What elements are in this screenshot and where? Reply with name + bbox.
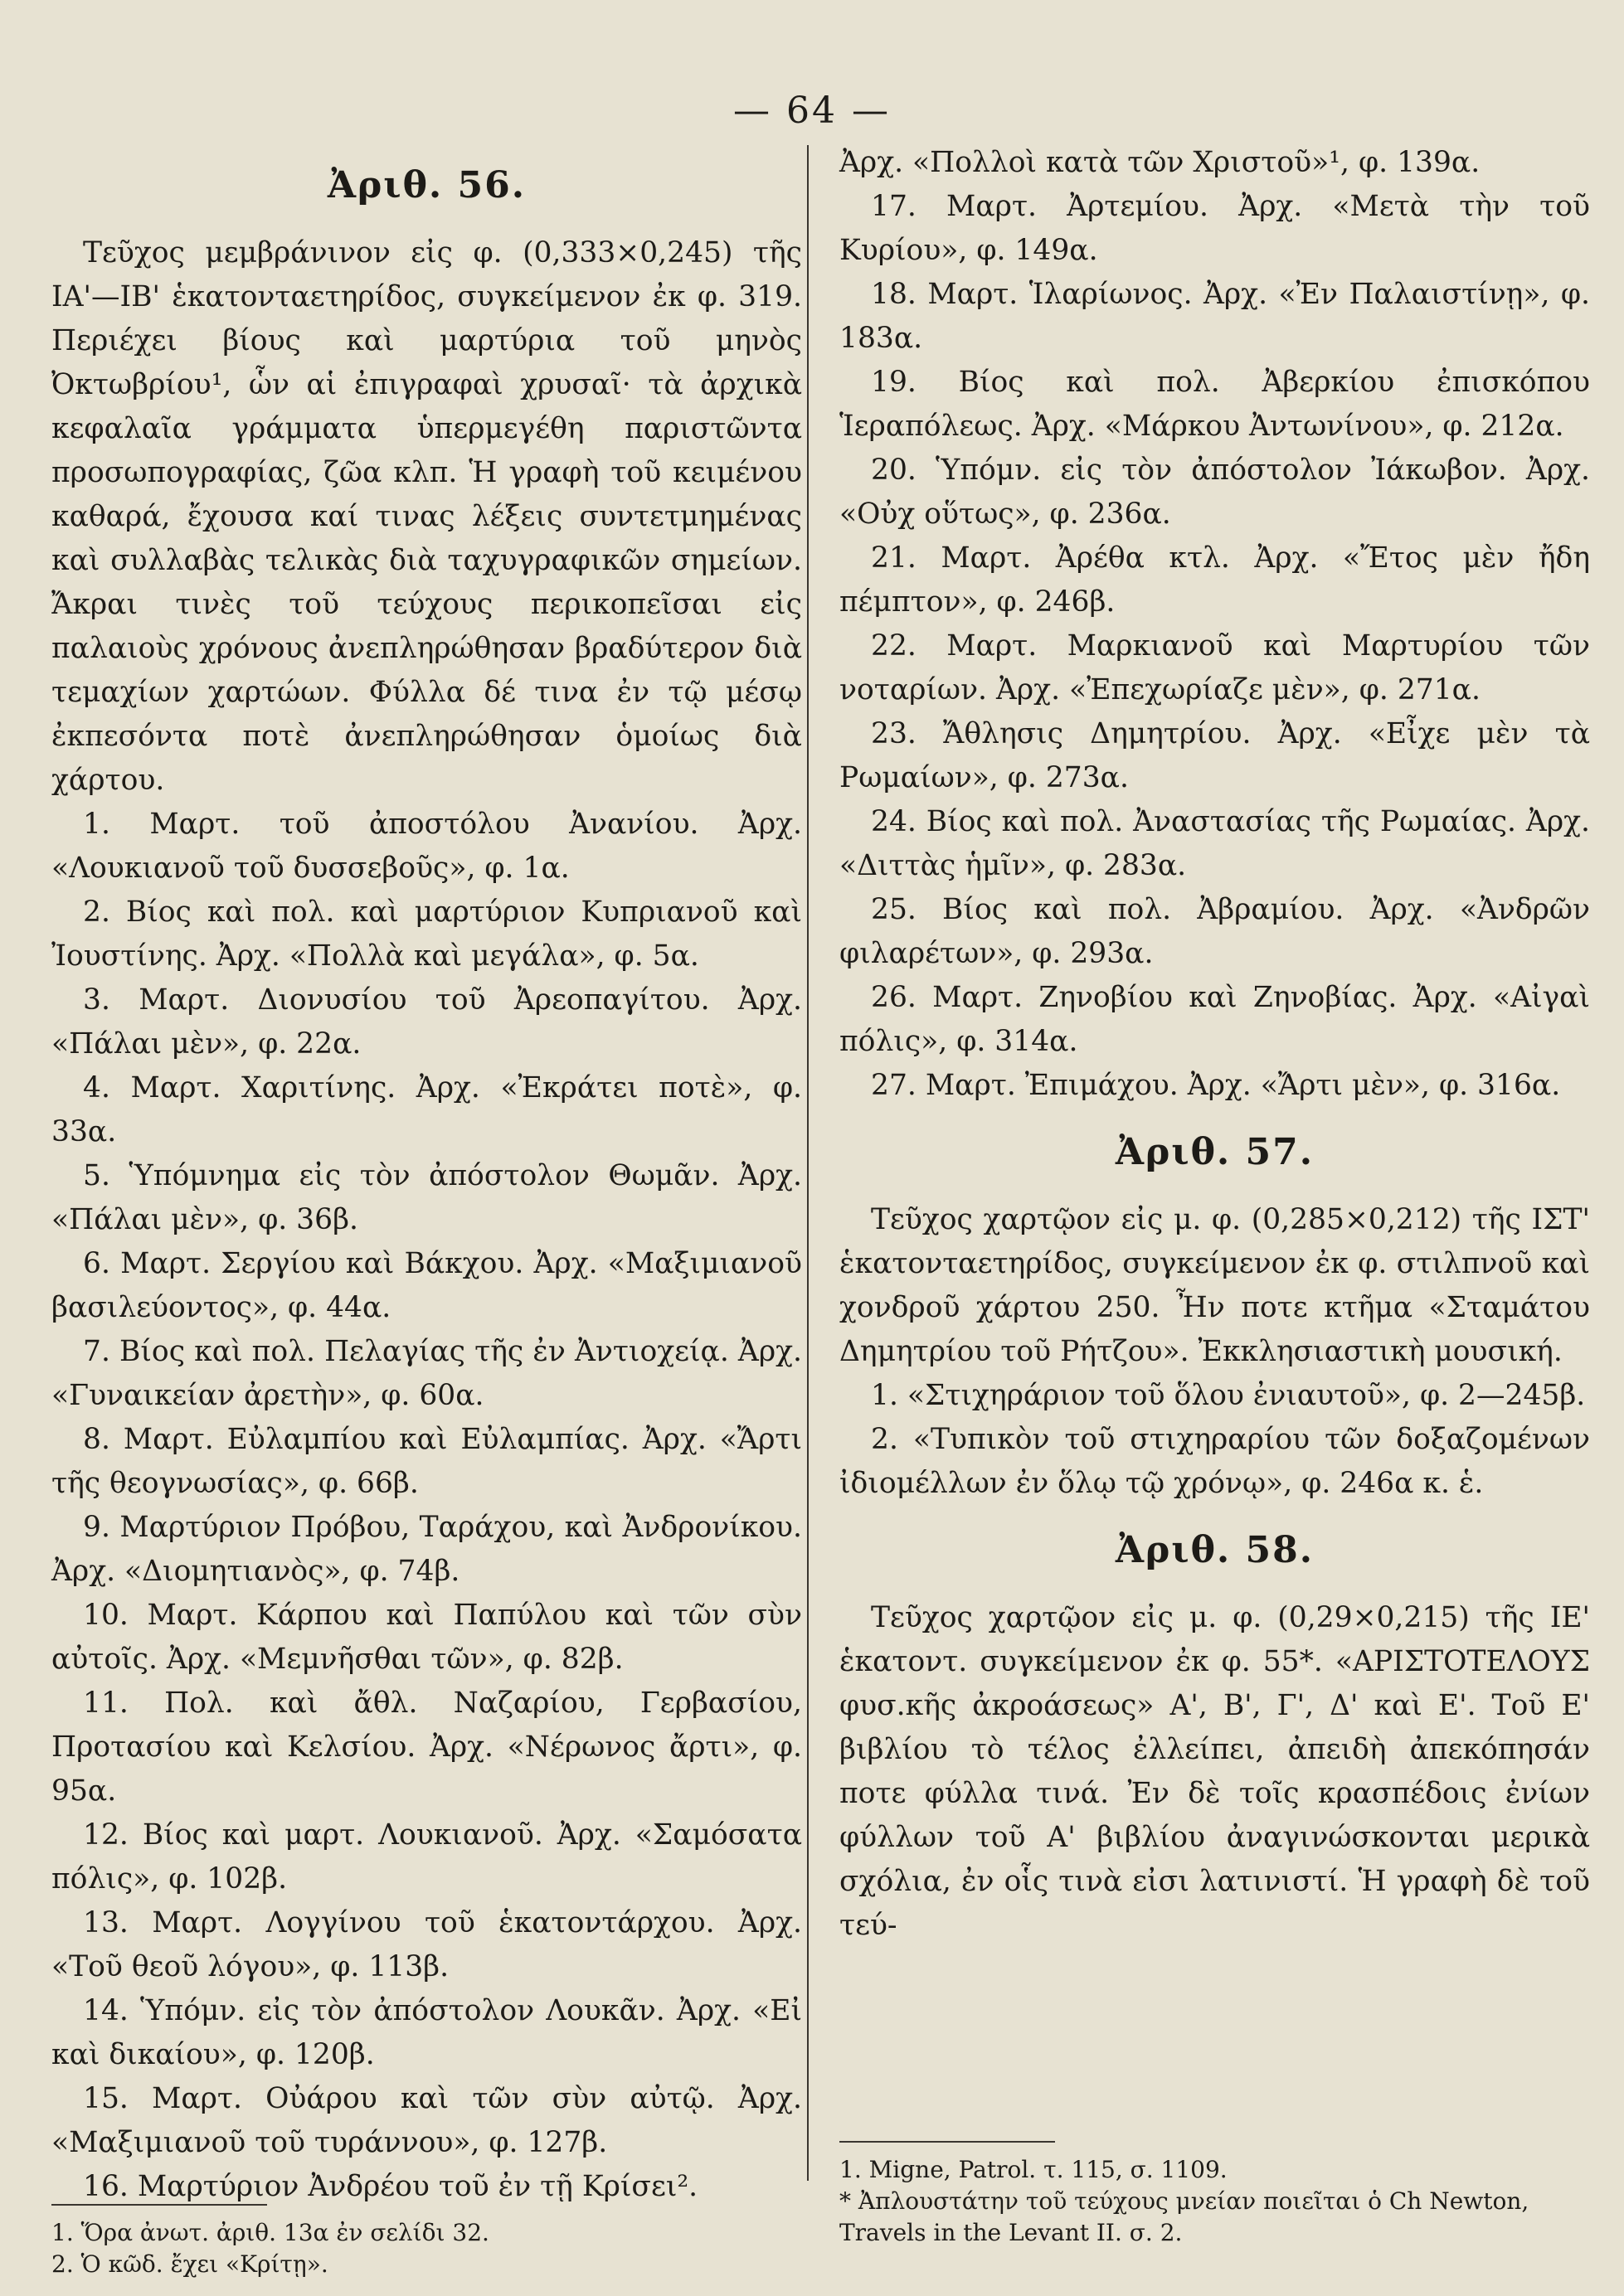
manuscript-description-57: Τεῦχος χαρτῷον εἰς μ. φ. (0,285×0,212) τῆς ΙΣΤ' ἑκατονταετηρίδος, συγκείμενον ἐκ φ. στιλπνοῦ καὶ χονδροῦ χάρτου 250. Ἦν ποτε κτῆμα «Σταμάτου Δημητρίου τοῦ Ρήτζου». Ἐκκλησιαστικὴ μουσική. xyxy=(839,1203,1590,1368)
footnote: * Ἀπλουστάτην τοῦ τεύχους μνείαν ποιεῖται ὁ Ch Newton, Travels in the Levant II. σ. 2. xyxy=(839,2187,1529,2246)
list-item: 6. Μαρτ. Σεργίου καὶ Βάκχου. Ἀρχ. «Μαξιμιανοῦ βασιλεύοντος», φ. 44α. xyxy=(51,1247,802,1324)
list-item: 1. Μαρτ. τοῦ ἀποστόλου Ἀνανίου. Ἀρχ. «Λουκιανοῦ τοῦ δυσσεβοῦς», φ. 1α. xyxy=(51,808,802,885)
list-item: 2. «Τυπικὸν τοῦ στιχηραρίου τῶν δοξαζομένων ἰδιομέλλων ἐν ὅλῳ τῷ χρόνῳ», φ. 246α κ. ἑ. xyxy=(839,1423,1590,1500)
footnote: 1. Migne, Patrol. τ. 115, σ. 1109. xyxy=(839,2156,1228,2183)
list-item: 10. Μαρτ. Κάρπου καὶ Παπύλου καὶ τῶν σὺν αὐτοῖς. Ἀρχ. «Μεμνῆσθαι τῶν», φ. 82β. xyxy=(51,1599,802,1676)
list-item: 22. Μαρτ. Μαρκιανοῦ καὶ Μαρτυρίου τῶν νοταρίων. Ἀρχ. «Ἐπεχωρίαζε μὲν», φ. 271α. xyxy=(839,629,1590,706)
list-item: 12. Βίος καὶ μαρτ. Λουκιανοῦ. Ἀρχ. «Σαμόσατα πόλις», φ. 102β. xyxy=(51,1818,802,1896)
right-column xyxy=(839,141,1590,1948)
entry-heading-58: Ἀριθ. 58. xyxy=(1115,1529,1315,1571)
footnote-rule xyxy=(839,2141,1055,2143)
list-item: 14. Ὑπόμν. εἰς τὸν ἀπόστολον Λουκᾶν. Ἀρχ. «Εἰ καὶ δικαίου», φ. 120β. xyxy=(51,1994,802,2071)
list-item: 18. Μαρτ. Ἱλαρίωνος. Ἀρχ. «Ἐν Παλαιστίνῃ», φ. 183α. xyxy=(839,278,1590,355)
left-column xyxy=(51,141,802,2209)
list-item: 9. Μαρτύριον Πρόβου, Ταράχου, καὶ Ἀνδρονίκου. Ἀρχ. «Διομητιανὸς», φ. 74β. xyxy=(51,1511,802,1588)
manuscript-description-58: Τεῦχος χαρτῷον εἰς μ. φ. (0,29×0,215) τῆς ΙΕ' ἑκατοντ. συγκείμενον ἐκ φ. 55*. «ΑΡΙΣΤΟΤΕΛΟΥΣ φυσ.κῆς ἀκροάσεως» Α', Β', Γ', Δ' καὶ Ε'. Τοῦ Ε' βιβλίου τὸ τέλος ἐλλείπει, ἀπειδὴ ἀπεκόπησάν ποτε φύλλα τινά. Ἐν δὲ τοῖς κρασπέδοις ἐνίων φύλλων τοῦ Α' βιβλίου ἀναγινώσκονται μερικὰ σχόλια, ἐν οἷς τινὰ εἰσι λατινιστί. Ἡ γραφὴ δὲ τοῦ τεύ- xyxy=(839,1601,1590,1942)
list-item: 2. Βίος καὶ πολ. καὶ μαρτύριον Κυπριανοῦ καὶ Ἰουστίνης. Ἀρχ. «Πολλὰ καὶ μεγάλα», φ. 5α. xyxy=(51,896,802,973)
footnote: 1. Ὅρα ἀνωτ. ἀριθ. 13α ἐν σελίδι 32. xyxy=(51,2219,489,2246)
left-footnotes xyxy=(51,2204,802,2280)
list-item: 4. Μαρτ. Χαριτίνης. Ἀρχ. «Ἐκράτει ποτὲ», φ. 33α. xyxy=(51,1071,802,1148)
list-item: 26. Μαρτ. Ζηνοβίου καὶ Ζηνοβίας. Ἀρχ. «Αἰγαὶ πόλις», φ. 314α. xyxy=(839,981,1590,1058)
list-item: 16. Μαρτύριον Ἀνδρέου τοῦ ἐν τῇ Κρίσει². xyxy=(83,2170,698,2203)
list-item: 24. Βίος καὶ πολ. Ἀναστασίας τῆς Ρωμαίας. Ἀρχ. «Διττὰς ἡμῖν», φ. 283α. xyxy=(839,805,1590,882)
list-item: 25. Βίος καὶ πολ. Ἀβραμίου. Ἀρχ. «Ἀνδρῶν φιλαρέτων», φ. 293α. xyxy=(839,893,1590,970)
list-item: 8. Μαρτ. Εὐλαμπίου καὶ Εὐλαμπίας. Ἀρχ. «Ἄρτι τῆς θεογνωσίας», φ. 66β. xyxy=(51,1423,802,1500)
entry-heading-56: Ἀριθ. 56. xyxy=(327,164,527,206)
list-item: 1. «Στιχηράριον τοῦ ὅλου ἐνιαυτοῦ», φ. 2—245β. xyxy=(871,1379,1586,1412)
list-item: 5. Ὑπόμνημα εἰς τὸν ἀπόστολον Θωμᾶν. Ἀρχ. «Πάλαι μὲν», φ. 36β. xyxy=(51,1159,802,1236)
column-divider xyxy=(807,145,809,2181)
list-item: 27. Μαρτ. Ἐπιμάχου. Ἀρχ. «Ἄρτι μὲν», φ. 316α. xyxy=(871,1069,1561,1102)
list-item: 20. Ὑπόμν. εἰς τὸν ἀπόστολον Ἰάκωβον. Ἀρχ. «Οὐχ οὕτως», φ. 236α. xyxy=(839,454,1590,531)
list-item: 15. Μαρτ. Οὐάρου καὶ τῶν σὺν αὐτῷ. Ἀρχ. «Μαξιμιανοῦ τοῦ τυράννου», φ. 127β. xyxy=(51,2082,802,2159)
list-item: 7. Βίος καὶ πολ. Πελαγίας τῆς ἐν Ἀντιοχείᾳ. Ἀρχ. «Γυναικείαν ἀρετὴν», φ. 60α. xyxy=(51,1335,802,1412)
right-footnotes xyxy=(839,2141,1590,2249)
list-item: 23. Ἄθλησις Δημητρίου. Ἀρχ. «Εἶχε μὲν τὰ Ρωμαίων», φ. 273α. xyxy=(839,717,1590,794)
list-item: 3. Μαρτ. Διονυσίου τοῦ Ἀρεοπαγίτου. Ἀρχ. «Πάλαι μὲν», φ. 22α. xyxy=(51,983,802,1061)
list-item: 13. Μαρτ. Λογγίνου τοῦ ἑκατοντάρχου. Ἀρχ. «Τοῦ θεοῦ λόγου», φ. 113β. xyxy=(51,1906,802,1983)
footnote-rule xyxy=(51,2204,267,2206)
list-item: 11. Πολ. καὶ ἄθλ. Ναζαρίου, Γερβασίου, Προτασίου καὶ Κελσίου. Ἀρχ. «Νέρωνος ἄρτι», φ. 95α. xyxy=(51,1687,802,1808)
page-number: — 64 — xyxy=(733,90,891,132)
list-item: 17. Μαρτ. Ἀρτεμίου. Ἀρχ. «Μετὰ τὴν τοῦ Κυρίου», φ. 149α. xyxy=(839,190,1590,267)
list-item: 21. Μαρτ. Ἀρέθα κτλ. Ἀρχ. «Ἔτος μὲν ἤδη πέμπτον», φ. 246β. xyxy=(839,541,1590,619)
manuscript-description-56: Τεῦχος μεμβράνινον εἰς φ. (0,333×0,245) τῆς ΙΑ'—ΙΒ' ἑκατονταετηρίδος, συγκείμενον ἐκ φ. 319. Περιέχει βίους καὶ μαρτύρια τοῦ μηνὸς Ὀκτωβρίου¹, ὧν αἱ ἐπιγραφαὶ χρυσαῖ· τὰ ἀρχικὰ κεφαλαῖα γράμματα ὑπερμεγέθη παριστῶντα προσωπογραφίας, ζῶα κλπ. Ἡ γραφὴ τοῦ κειμένου καθαρά, ἔχουσα καί τινας λέξεις συντετμημένας καὶ συλλαβὰς τελικὰς διὰ ταχυγραφικῶν σημείων. Ἄκραι τινὲς τοῦ τεύχους περικοπεῖσαι εἰς παλαιοὺς χρόνους ἀνεπληρώθησαν βραδύτερον διὰ τεμαχίων χαρτώων. Φύλλα δέ τινα ἐν τῷ μέσῳ ἐκπεσόντα ποτὲ ἀνεπληρώθησαν ὁμοίως διὰ χάρτου. xyxy=(51,236,802,797)
entry-heading-57: Ἀριθ. 57. xyxy=(1115,1131,1315,1173)
footnote: 2. Ὁ κῶδ. ἔχει «Κρίτῃ». xyxy=(51,2250,328,2278)
list-item: Ἀρχ. «Πολλοὶ κατὰ τῶν Χριστοῦ»¹, φ. 139α. xyxy=(839,146,1481,179)
list-item: 19. Βίος καὶ πολ. Ἀβερκίου ἐπισκόπου Ἱεραπόλεως. Ἀρχ. «Μάρκου Ἀντωνίνου», φ. 212α. xyxy=(839,366,1590,443)
